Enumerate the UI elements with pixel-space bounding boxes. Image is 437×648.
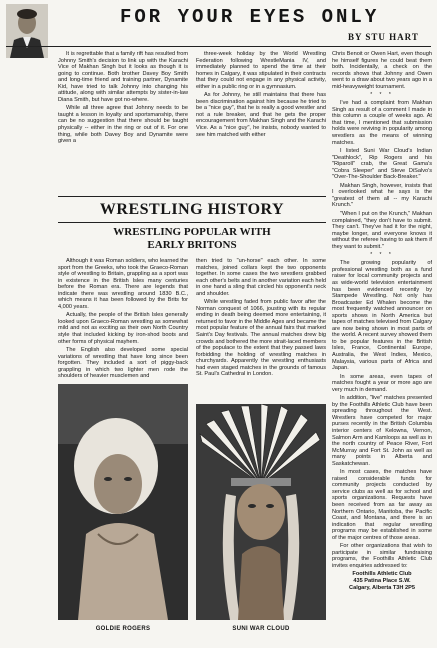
history-column-1 — [58, 258, 188, 383]
suni-war-cloud-photo — [196, 404, 326, 620]
address-line: Calgary, Alberta T3H 2P5 — [349, 584, 415, 591]
section-title: WRESTLING HISTORY — [99, 201, 285, 218]
column-paragraph: The growing popularity of professional wrestling both as a fund raiser for local community projects and as wide-world television entertainment has been evidenced recently by Stampede Wrestling. Not only has Broadcaster Ed Whalen become the most frequently watched announcer on sports shows in North America but tapes of matches televised from Calgary are now being shown in most parts of the world. A recent survey showed them to be popular features in the British Isles, France, Continental Europe, Australia, the West Indies, Mexico, Malaysia, various parts of Africa and Japan. — [332, 260, 432, 372]
address-line: Foothills Athletic Club — [352, 571, 412, 578]
address-line: 435 Patina Place S.W. — [353, 578, 411, 585]
section-rule-top — [58, 196, 326, 197]
history-paragraph: Although it was Roman soldiers, who learned the sport from the Greeks, who took the Graeco-Roman style of wrestling to Britain, grappling as a sport was in existence in the British Isles many centuries before the Roman era. There are legends that indicate there was wrestling around 1830 B.C., which means it has been followed by the Brits for 4,000 years. — [58, 258, 188, 310]
history-paragraph: then tried to "un-horse" each other. In some matches, joined collars kept the two opponents together. In some cases the two wrestlers grabbed each other's belts and in another variation each held in one hand a sling that circled his opponent's neck and shoulder. — [196, 258, 326, 297]
right-column — [332, 51, 432, 645]
wrestler-portrait-icon — [58, 384, 188, 620]
author-portrait-icon — [6, 4, 48, 58]
goldie-rogers-photo — [58, 384, 188, 620]
column-paragraph: In some areas, even tapes of matches fought a year or more ago are very much in demand. — [332, 373, 432, 393]
byline: BY STU HART — [348, 32, 419, 42]
history-paragraph: The English also developed some special variations of wrestling that have long since been forgotten. They included a sort of piggy-back grappling in which two lighter men rode the shoulders of heavier musclemen and — [58, 347, 188, 380]
page-title: FOR YOUR EYES ONLY — [120, 6, 380, 28]
column-paragraph: In most cases, the matches have raised considerable funds for community projects conducted by service clubs as well as for school and sports organizations. Requests have been received from as far away as Northern Ontario, Manitoba, the Pacific Coast, and Montana, and there is an indication that regular wrestling programs may be established in some of the major centres of those areas. — [332, 469, 432, 541]
author-photo — [6, 4, 48, 58]
header-divider — [6, 46, 431, 47]
column-paragraph: Chris Benoit or Owen Hart, even though he himself figures he could beat them both. Incidentally, a check on the records shows that Johnny and Owen went to a draw about two years ago in a mid-heavyweight tournament. — [332, 51, 432, 90]
headline-line-2: EARLY BRITONS — [147, 239, 237, 251]
column-paragraph: I've had a complaint from Makhan Singh as result of a comment I made in this column a couple of weeks ago. At that time, I mentioned that submission holds were reviving in popularity among wrestlers as the means of winning matches. — [332, 100, 432, 146]
intro-column-1 — [58, 51, 188, 191]
intro-column-2 — [196, 51, 326, 191]
intro-paragraph: As for Johnny, he still maintains that there has been discrimination against him because he tried to be a "nice guy", that he is really a good wrestler and not a rule breaker, and that he gets the proper encouragement from Makhan Singh and the Karachi Vice. As a "nice guy", he insists, nobody wanted to see him matched with either — [196, 92, 326, 138]
history-paragraph: While wrestling faded from public favor after the Norman conquest of 1066, jousting with its regular ending in death being deemed more entertaining, it returned to favor in the Middle Ages and became the most popular feature of the annual fairs that marked Saint's Day festivals. The annual matches drew big crowds and bothered the more strait-laced members of the populace to the extent that they passed laws forbidding the holding of wrestling matches in churchyards. Apparently the wrestling enthusiasts had even staged matches in the grounds of famous St. Paul's Cathedral in London. — [196, 299, 326, 378]
intro-paragraph: It is regrettable that a family rift has resulted from Johnny Smith's decision to link up with the Karachi Vice of Makhan Singh but it looks as though it is going to continue. Both brother Davey Boy Smith and long-time friend and training partner, Dynamite Kid, have tried to talk Johnny into changing his attitude, along with similar attempts by sister-in-law Diana Smith, but have got no-where. — [58, 51, 188, 103]
column-paragraph: I listed Suni War Cloud's Indian "Deathlock", Rip Rogers and his "Riparoll" crab, the Great Gama's "Cobra Sleeper" and Steve DiSalvo's "Over-The-Shoulder Back-Breaker." — [332, 148, 432, 181]
photo-caption-right: SUNI WAR CLOUD — [232, 626, 290, 632]
mailing-address — [332, 571, 432, 591]
article-headline — [58, 226, 326, 252]
headdress-portrait-icon — [196, 404, 326, 620]
history-paragraph: Actually, the people of the British Isles generally looked upon Graeco-Roman wrestling as somewhat mild and not as exciting as their own North Country style that included kicking by iron-shod boots and other forms of physical mayhem. — [58, 312, 188, 345]
section-separator: * * * — [370, 92, 394, 99]
photo-caption-left: GOLDIE ROGERS — [95, 626, 151, 632]
headline-line-1: WRESTLING POPULAR WITH — [113, 226, 271, 238]
section-separator: * * * — [370, 252, 394, 259]
column-paragraph: "When I put on the Krunch," Makhan complained, "they don't have to submit. They can't. They've had it for the night, maybe longer, and everyone knows it without the referee having to ask them if they want to submit." — [332, 211, 432, 250]
intro-paragraph: three-week holiday by the World Wrestling Federation following WrestleMania IV, and immediately planned to spend the time at their homes in Calgary, it was stipulated in their contracts that they could not engage in any physical activity, either in a public ring or in a gymnasium. — [196, 51, 326, 90]
section-rule-bottom — [58, 222, 326, 223]
column-paragraph: Makhan Singh, however, insists that I overlooked what he says is the "greatest of them all -- my Karachi Krunch." — [332, 182, 432, 209]
column-paragraph: In addition, "live" matches presented by the Foothills Athletic Club have been spreading throughout the West. Wrestlers have competed for major purses recently in the British Columbia interior centers of Kelowna, Vernon, Salmon Arm and Kamloops as well as in the north country of Peace River, Fort McMurray and Fort St. John as well as many points in Alberta and Saskatchewan. — [332, 395, 432, 467]
history-column-2 — [196, 258, 326, 403]
intro-paragraph: While all three agree that Johnny needs to be taught a lesson in loyalty and sportsmanship, there can be no suggestion that there should be taught physically -- either in the ring or out of it. For one thing, while both Davey Boy and Dynamite were given a — [58, 105, 188, 145]
column-paragraph: For other organizations that wish to participate in similar fundraising programs, the Foothills Athletic Club invites enquiries addressed to: — [332, 543, 432, 569]
